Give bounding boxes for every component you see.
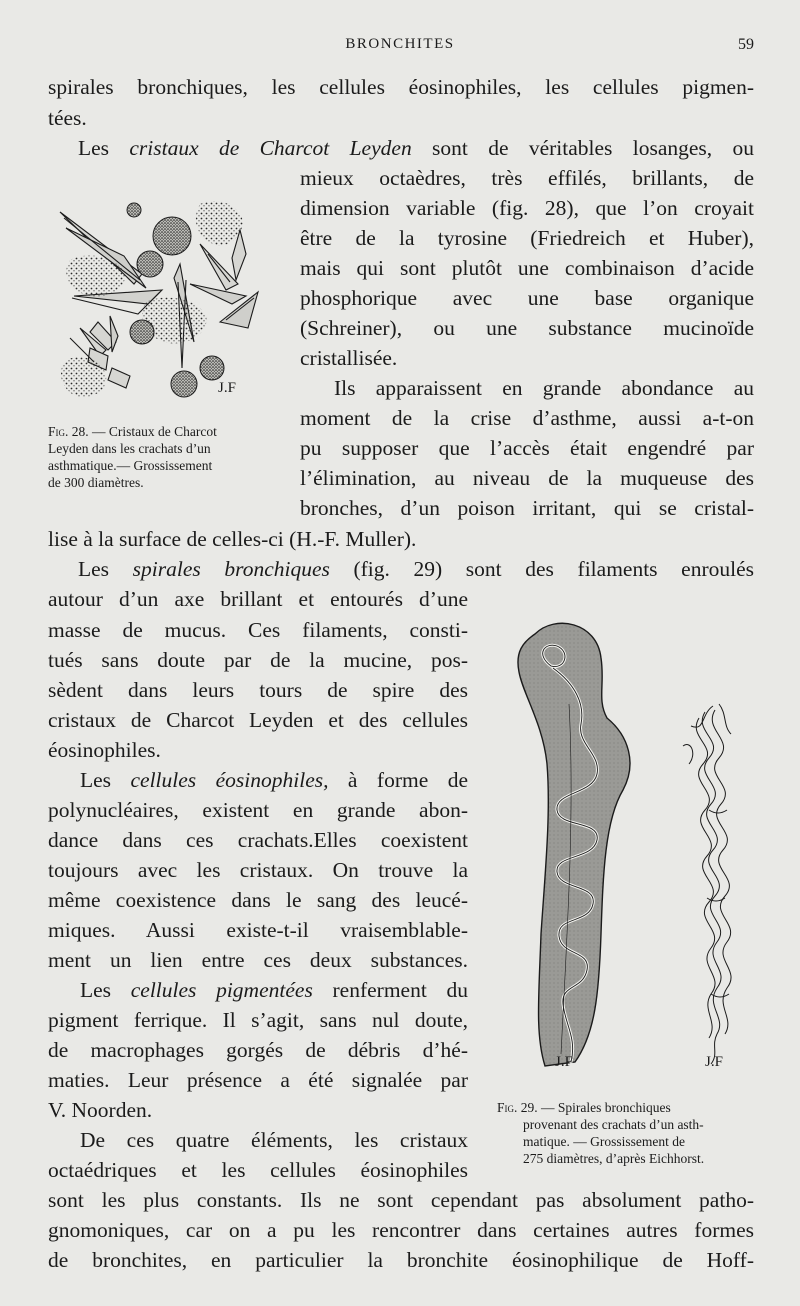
italic-term: cellules pigmentées xyxy=(130,978,313,1002)
text-line: de macrophages gorgés de débris d’hé- xyxy=(48,1038,468,1062)
text-line: même coexistence dans le sang des leucé- xyxy=(48,888,468,912)
figure-28-signature: J.F xyxy=(218,380,236,396)
text-line: polynucléaires, existent en grande abon- xyxy=(48,798,468,822)
text-line: dimension variable (fig. 28), que l’on croyait xyxy=(300,196,754,220)
text-line: Les cellules éosinophiles, à forme de xyxy=(80,768,469,792)
italic-term: cristaux de Charcot Leyden xyxy=(129,136,412,160)
figure-29-caption: Fig. 29. — Spirales bronchiques provenant des crachats d’un asth- matique. — Grossissement de 275 diamètres, d’après Eichhorst. xyxy=(497,1100,705,1166)
page-number: 59 xyxy=(738,36,754,53)
page-header xyxy=(0,34,800,58)
text-line: toujours avec les cristaux. On trouve la xyxy=(48,858,468,882)
text-line: l’élimination, au niveau de la muqueuse des xyxy=(300,466,754,490)
text-line: éosinophiles. xyxy=(48,738,161,762)
text-line: maties. Leur présence a été signalée par xyxy=(48,1068,468,1092)
text-line: miques. Aussi existe-t-il vraisemblable- xyxy=(48,918,468,942)
figure-28-crystals-illustration xyxy=(50,192,275,410)
text-line: cristallisée. xyxy=(300,346,398,370)
text-line: masse de mucus. Ces filaments, consti- xyxy=(48,618,468,642)
text-line: autour d’un axe brillant et entourés d’une xyxy=(48,587,468,611)
text-line: spirales bronchiques, les cellules éosinophiles, les cellules pigmen- xyxy=(48,75,754,99)
text-line: Les cellules pigmentées renferment du xyxy=(80,978,468,1002)
italic-term: cellules éosinophiles, xyxy=(130,768,329,792)
text-line: sont les plus constants. Ils ne sont cependant pas absolument patho- xyxy=(48,1188,754,1212)
running-title: BRONCHITES xyxy=(345,36,455,52)
text-line: cristaux de Charcot Leyden et des cellules xyxy=(48,708,468,732)
figure-29-signature-right: J.F xyxy=(705,1054,723,1070)
text-line: octaédriques et les cellules éosinophiles xyxy=(48,1158,468,1182)
text-line: ment un lien entre ces deux substances. xyxy=(48,948,468,972)
text-line: tués sans doute par de la mucine, pos- xyxy=(48,648,468,672)
text-line: sèdent dans leurs tours de spire des xyxy=(48,678,468,702)
figure-29-spirals-illustration xyxy=(505,614,775,1076)
text-line: V. Noorden. xyxy=(48,1098,153,1122)
text-line: dance dans ces crachats.Elles coexistent xyxy=(48,828,468,852)
text-line: bronches, d’un poison irritant, qui se cristal- xyxy=(300,496,754,520)
text-line: être de la tyrosine (Friedreich et Huber), xyxy=(300,226,754,250)
italic-term: spirales bronchiques xyxy=(132,557,330,581)
text-line: Ils apparaissent en grande abondance au xyxy=(334,376,754,400)
text-line: tées. xyxy=(48,106,87,130)
text-line: Les cristaux de Charcot Leyden sont de véritables losanges, ou xyxy=(78,136,754,160)
text-line: de bronchites, en particulier la bronchite éosinophilique de Hoff- xyxy=(48,1248,754,1272)
text-line: pu supposer que l’accès était engendré par xyxy=(300,436,754,460)
text-line: mieux octaèdres, très effilés, brillants, de xyxy=(300,166,754,190)
figure-29-signature-left: J.F xyxy=(555,1054,573,1070)
text-line: moment de la crise d’asthme, aussi a-t-on xyxy=(300,406,754,430)
text-line: phosphorique avec une base organique xyxy=(300,286,754,310)
text-line: pigment ferrique. Il s’agit, sans nul doute, xyxy=(48,1008,468,1032)
text-line: mais qui sont plutôt une combinaison d’acide xyxy=(300,256,754,280)
figure-28-caption: Fig. 28. — Cristaux de Charcot Leyden dans les crachats d’un asthmatique.— Grossissement de 300 diamètres. xyxy=(48,424,217,490)
text-line: lise à la surface de celles-ci (H.-F. Muller). xyxy=(48,527,417,551)
text-line: Les spirales bronchiques (fig. 29) sont des filaments enroulés xyxy=(78,557,754,581)
text-line: De ces quatre éléments, les cristaux xyxy=(80,1128,468,1152)
text-line: (Schreiner), ou une substance mucinoïde xyxy=(300,316,754,340)
text-line: gnomoniques, car on a pu les rencontrer dans certaines autres formes xyxy=(48,1218,754,1242)
